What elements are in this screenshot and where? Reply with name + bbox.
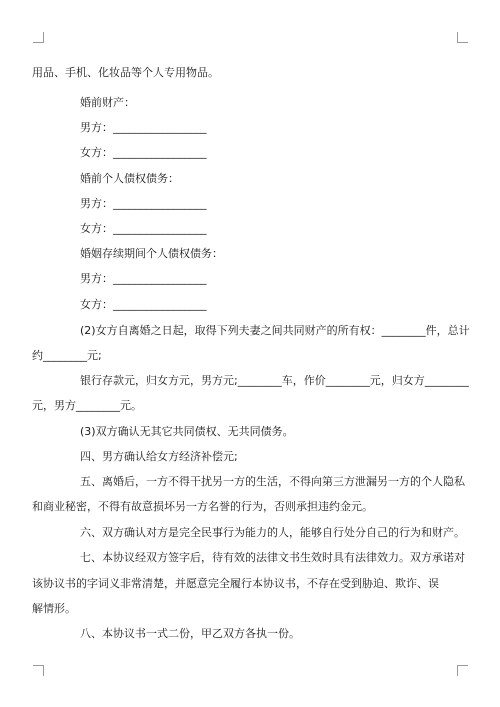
bank-deposit-line-2: 元，男方________元。: [32, 399, 142, 412]
wife-premarital-property-field: 女方：_________________: [80, 146, 207, 159]
husband-premarital-debts-field: 男方：_________________: [80, 197, 207, 210]
clause-five-line-2: 和商业秘密，不得有故意损坏另一方名誉的行为，否则承担违约金元。: [32, 500, 373, 513]
clause-seven-line-3: 解情形。: [32, 602, 76, 615]
wife-premarital-debts-field: 女方：_________________: [80, 222, 207, 235]
clause-3: (3)双方确认无其它共同债权、无共同债务。: [80, 425, 294, 438]
crop-mark-top-right: [457, 32, 468, 43]
bank-deposit-line-1: 银行存款元，归女方元，男方元;________车，作价________元，归女方________: [80, 374, 469, 387]
clause-four: 四、男方确认给女方经济补偿元;: [80, 450, 238, 463]
text-line: 用品、手机、化妆品等个人专用物品。: [32, 66, 219, 79]
wife-marital-debts-field: 女方：_________________: [80, 298, 207, 311]
clause-seven-line-1: 七、本协议经双方签字后，待有效的法律文书生效时具有法律效力。双方承诺对: [80, 551, 465, 564]
crop-mark-bottom-left: [33, 665, 44, 676]
clause-eight: 八、本协议书一式二份，甲乙双方各执一份。: [80, 627, 300, 640]
clause-six: 六、双方确认对方是完全民事行为能力的人，能够自行处分自己的行为和财产。: [80, 526, 465, 539]
section-heading-premarital-debts: 婚前个人债权债务：: [80, 172, 179, 185]
clause-2-line-1: (2)女方自离婚之日起，取得下列夫妻之间共同财产的所有权：________件，总计: [80, 324, 470, 337]
clause-2-line-2: 约________元;: [32, 349, 102, 362]
clause-seven-line-2: 该协议书的字词义非常清楚，并愿意完全履行本协议书，不存在受到胁迫、欺诈、误: [32, 577, 439, 590]
crop-mark-bottom-right: [457, 665, 468, 676]
husband-marital-debts-field: 男方：_________________: [80, 272, 207, 285]
section-heading-marital-debts: 婚姻存续期间个人债权债务：: [80, 247, 223, 260]
clause-five-line-1: 五、离婚后，一方不得干扰另一方的生活，不得向第三方泄漏另一方的个人隐私: [80, 475, 465, 488]
section-heading-premarital-property: 婚前财产：: [80, 96, 135, 109]
husband-premarital-property-field: 男方：_________________: [80, 121, 207, 134]
crop-mark-top-left: [33, 32, 44, 43]
